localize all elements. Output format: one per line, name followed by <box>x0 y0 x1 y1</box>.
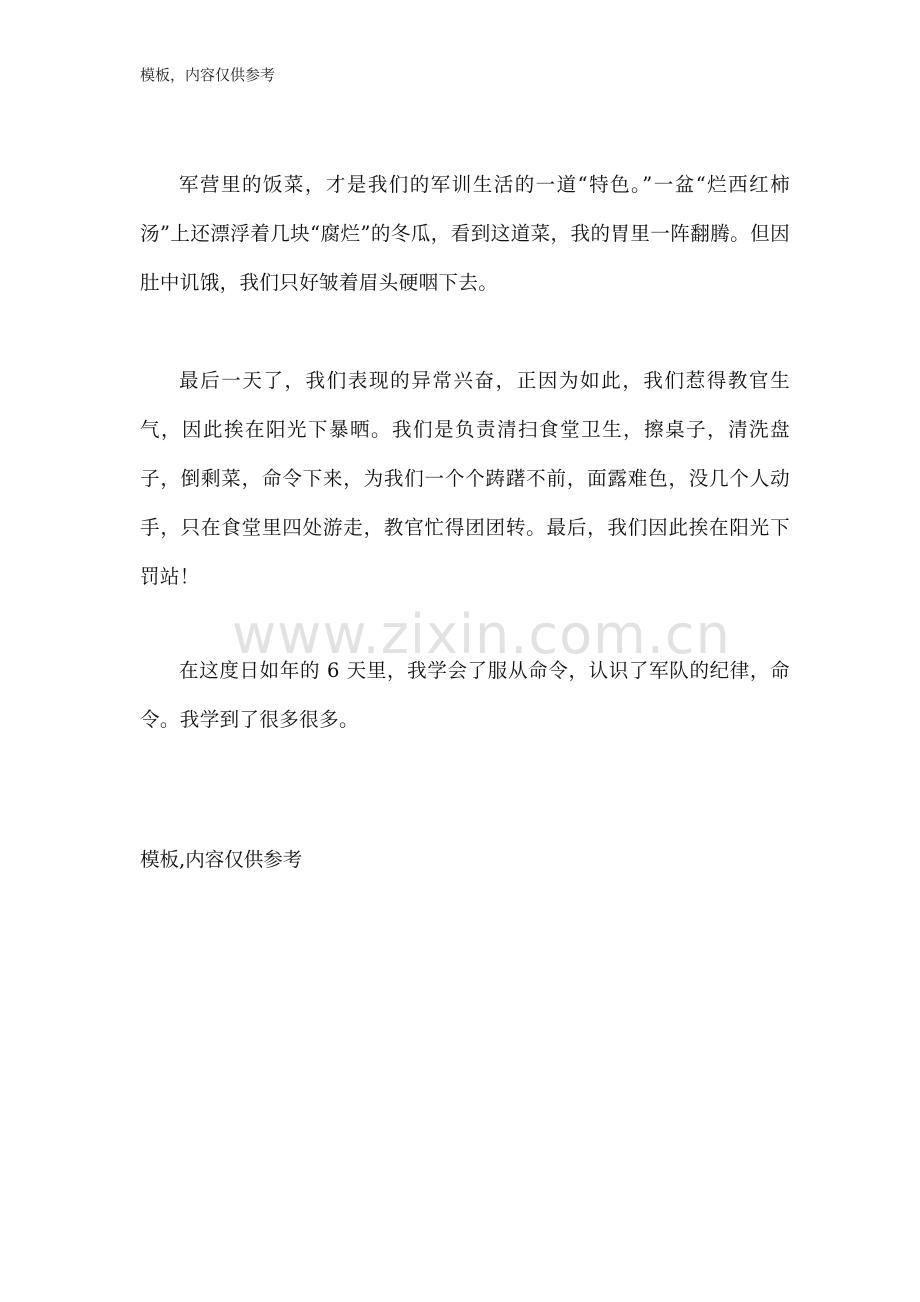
paragraph-last-day: 最后一天了，我们表现的异常兴奋，正因为如此，我们惹得教官生气，因此挨在阳光下暴晒。我们是负责清扫食堂卫生，擦桌子，清洗盘子，倒剩菜，命令下来，为我们一个个踌躇不前，面露难色，没几个人动手，只在食堂里四处游走，教官忙得团团转。最后，我们因此挨在阳光下罚站！ <box>140 369 790 588</box>
page-footer: 模板,内容仅供参考 <box>140 848 303 871</box>
paragraph-conclusion: 在这度日如年的 6 天里，我学会了服从命令，认识了军队的纪律，命令。我学到了很多很多。 <box>140 659 790 731</box>
watermark-text: www.zixin.com.cn <box>232 603 731 666</box>
page-header: 模板，内容仅供参考 <box>140 66 276 84</box>
paragraph-military-food: 军营里的饭菜，才是我们的军训生活的一道“特色。”一盆“烂西红柿汤”上还漂浮着几块“腐烂”的冬瓜，看到这道菜，我的胃里一阵翻腾。但因肚中讥饿，我们只好皱着眉头硬咽下去。 <box>140 173 790 294</box>
